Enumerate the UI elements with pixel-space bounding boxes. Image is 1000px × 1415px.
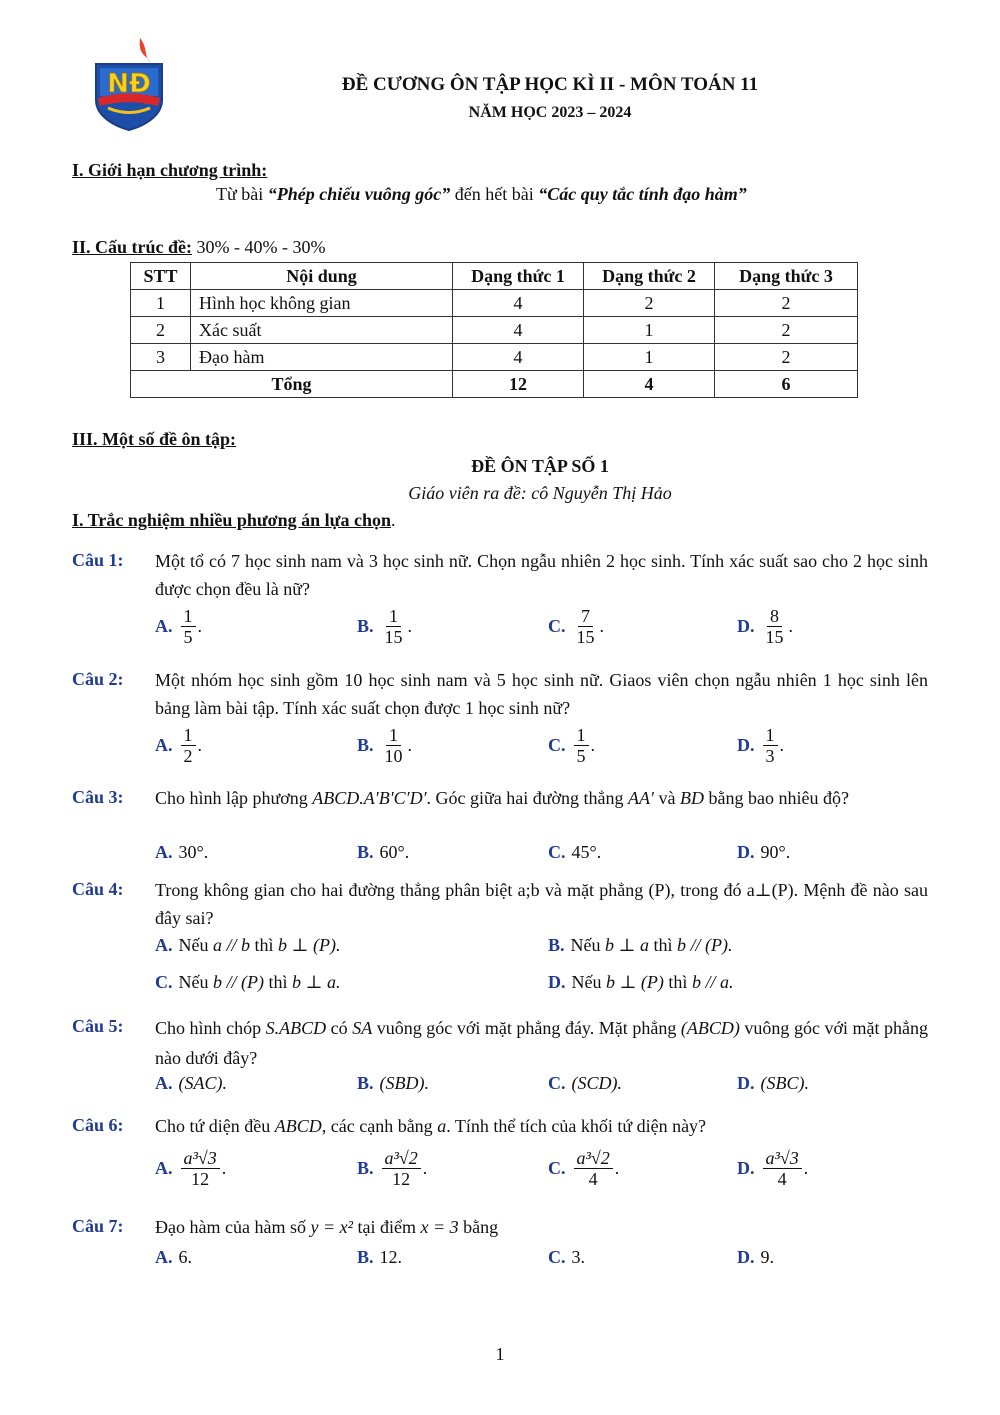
question-1-label: Câu 1:: [72, 550, 124, 570]
document-title: ĐỀ CƯƠNG ÔN TẬP HỌC KÌ II - MÔN TOÁN 11: [341, 74, 759, 95]
question-3-label: Câu 3:: [72, 787, 124, 807]
question-2-option-a[interactable]: A. $\frac{1}{2}$ .: [155, 724, 202, 766]
question-7-option-a[interactable]: A. 6.: [155, 1246, 192, 1267]
question-4-label: Câu 4:: [72, 879, 124, 899]
table-row: 1 Hình học không gian 4 2 2: [131, 290, 858, 317]
question-2-label: Câu 2:: [72, 669, 124, 689]
question-5-option-d[interactable]: D. (SBC).: [737, 1072, 809, 1093]
end-lesson: “Các quy tắc tính đạo hàm”: [538, 184, 747, 204]
question-4-option-b[interactable]: B. Nếu b ⊥ a thì b // (P).: [548, 934, 733, 955]
question-6-option-c[interactable]: C. $\frac{\text{a³√2}}{4}$ .: [548, 1147, 620, 1189]
school-logo-icon: [88, 34, 170, 132]
ratio-text: 30% - 40% - 30%: [196, 237, 326, 257]
question-5-label: Câu 5:: [72, 1016, 124, 1036]
teacher-line: Giáo viên ra đề: cô Nguyễn Thị Hảo: [408, 483, 672, 503]
exam-title: ĐỀ ÔN TẬP SỐ 1: [471, 456, 609, 476]
school-year: NĂM HỌC 2023 – 2024: [468, 104, 632, 121]
table-row: 3 Đạo hàm 4 1 2: [131, 344, 858, 371]
question-3-option-a[interactable]: A. 30°.: [155, 841, 209, 862]
start-lesson: “Phép chiếu vuông góc”: [267, 184, 451, 204]
question-3-option-b[interactable]: B. 60°.: [357, 841, 410, 862]
question-7-option-c[interactable]: C. 3.: [548, 1246, 585, 1267]
question-3-text: Cho hình lập phương ABCD.A′B′C′D′. Góc giữa hai đường thẳng AA′ và BD bằng bao nhiêu độ?: [155, 788, 849, 808]
question-1-option-d[interactable]: D. $\frac{8}{15}$ .: [737, 605, 793, 647]
question-4-text: Trong không gian cho hai đường thẳng phân biệt a;b và mặt phẳng (P), trong đó a⊥(P). Mệnh đề nào sau đây sai?: [155, 880, 928, 928]
question-1-option-b[interactable]: B. $\frac{1}{15}$ .: [357, 605, 413, 647]
question-2-option-b[interactable]: B. $\frac{1}{10}$ .: [357, 724, 413, 766]
question-1-option-a[interactable]: A. $\frac{1}{5}$ .: [155, 605, 202, 647]
section-2-line: [72, 237, 325, 258]
svg-text:NĐ: NĐ: [107, 69, 151, 99]
table-total-row: Tổng 12 4 6: [131, 371, 858, 398]
question-2-option-c[interactable]: C. $\frac{1}{5}$ .: [548, 724, 595, 766]
section-3-heading: III. Một số đề ôn tập:: [72, 429, 237, 449]
question-6-option-d[interactable]: D. $\frac{\text{a³√3}}{4}$ .: [737, 1147, 809, 1189]
section-1-heading: I. Giới hạn chương trình:: [72, 160, 268, 180]
question-5-text: Cho hình chóp S.ABCD có SA vuông góc với mặt phẳng đáy. Mặt phẳng (ABCD) vuông góc với mặt phẳng nào dưới đây?: [155, 1018, 929, 1068]
question-7-option-b[interactable]: B. 12.: [357, 1246, 403, 1267]
page-number: 1: [495, 1344, 505, 1364]
question-6-text: Cho tứ diện đều ABCD, các cạnh bằng a. Tính thể tích của khối tứ diện này?: [155, 1116, 707, 1136]
question-5-option-a[interactable]: A. (SAC).: [155, 1072, 227, 1093]
question-7-text: Đạo hàm của hàm số y = x² tại điểm x = 3 bằng: [155, 1217, 499, 1237]
question-3-option-d[interactable]: D. 90°.: [737, 841, 791, 862]
question-3-option-c[interactable]: C. 45°.: [548, 841, 602, 862]
section-2-heading: II. Cấu trúc đề:: [72, 237, 192, 257]
section-1-content: Từ bài “Phép chiếu vuông góc” đến hết bài “Các quy tắc tính đạo hàm”: [216, 184, 747, 204]
question-2-option-d[interactable]: D. $\frac{1}{3}$ .: [737, 724, 784, 766]
question-2-text: Một nhóm học sinh gồm 10 học sinh nam và 5 học sinh nữ. Giaos viên chọn ngẫu nhiên 1 học sinh lên bảng làm bài tập. Tính xác suất chọn được 1 học sinh nữ?: [155, 670, 928, 718]
part-1-heading: I. Trắc nghiệm nhiều phương án lựa chọn.: [72, 510, 396, 530]
question-7-label: Câu 7:: [72, 1216, 124, 1236]
question-6-label: Câu 6:: [72, 1115, 124, 1135]
question-6-option-a[interactable]: A. $\frac{\text{a³√3}}{12}$ .: [155, 1147, 227, 1189]
question-4-option-a[interactable]: A. Nếu a // b thì b ⊥ (P).: [155, 934, 341, 955]
question-5-option-b[interactable]: B. (SBD).: [357, 1072, 429, 1093]
question-7-option-d[interactable]: D. 9.: [737, 1246, 774, 1267]
question-1-text: Một tổ có 7 học sinh nam và 3 học sinh nữ. Chọn ngẫu nhiên 2 học sinh. Tính xác suất sao cho 2 học sinh được chọn đều là nữ?: [155, 551, 928, 599]
question-5-option-c[interactable]: C. (SCD).: [548, 1072, 622, 1093]
question-4-option-d[interactable]: D. Nếu b ⊥ (P) thì b // a.: [548, 971, 734, 992]
question-6-option-b[interactable]: B. $\frac{\text{a³√2}}{12}$ .: [357, 1147, 428, 1189]
structure-table: [130, 262, 858, 398]
question-1-option-c[interactable]: C. $\frac{7}{15}$ .: [548, 605, 604, 647]
table-header-row: STT Nội dung Dạng thức 1 Dạng thức 2 Dạng thức 3: [131, 263, 858, 290]
table-row: 2 Xác suất 4 1 2: [131, 317, 858, 344]
question-4-option-c[interactable]: C. Nếu b // (P) thì b ⊥ a.: [155, 971, 341, 992]
